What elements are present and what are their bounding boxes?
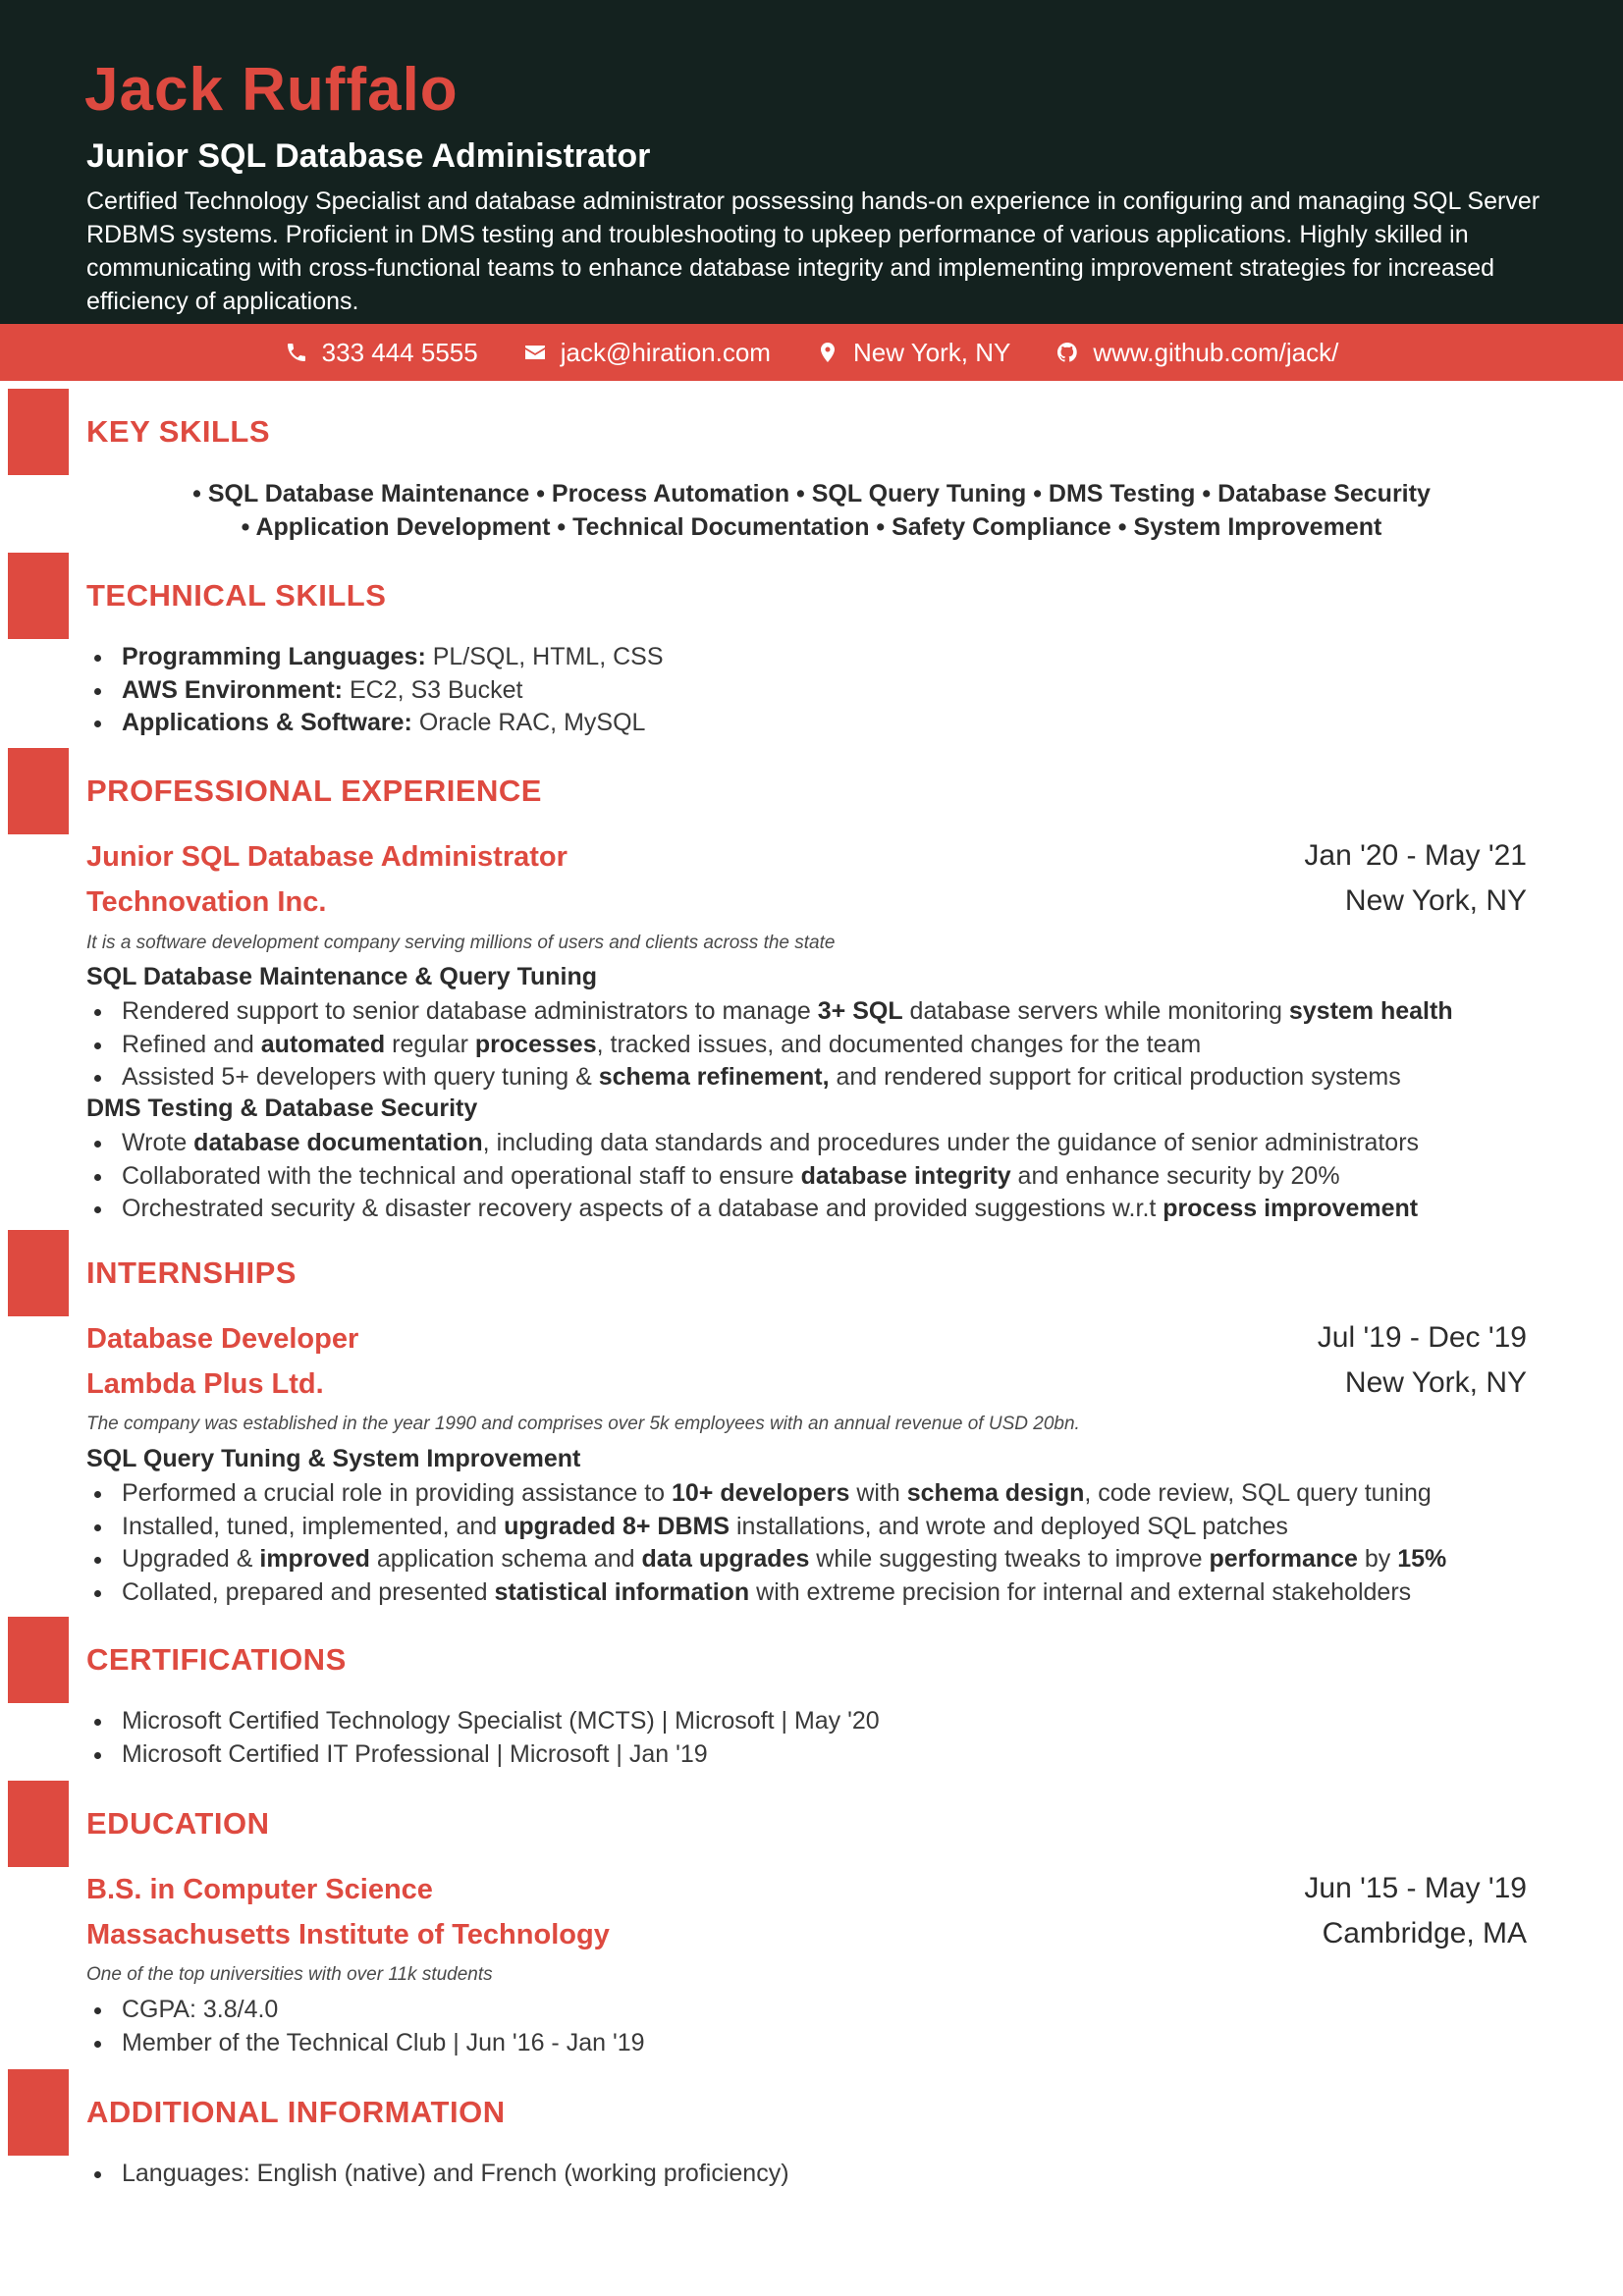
job-dates: Jan '20 - May '21: [1304, 839, 1527, 872]
key-skills-line-1: • SQL Database Maintenance • Process Automation • SQL Query Tuning • DMS Testing • Database Security: [192, 480, 1431, 507]
section-marker: [8, 1617, 69, 1703]
github-icon: [1055, 341, 1079, 364]
section-title: EDUCATION: [86, 1806, 270, 1841]
list-item: Microsoft Certified Technology Specialist (MCTS) | Microsoft | May '20: [86, 1705, 880, 1738]
additional-list: [86, 2158, 789, 2191]
internship-location: New York, NY: [1344, 1366, 1527, 1399]
section-marker: [8, 1781, 69, 1867]
company-description: It is a software development company serving millions of users and clients across the state: [86, 933, 836, 953]
responsibility-heading: SQL Database Maintenance & Query Tuning: [86, 963, 598, 990]
school-description: One of the top universities with over 11k students: [86, 1964, 493, 1985]
section-marker: [8, 2069, 69, 2156]
company-name: Technovation Inc.: [86, 886, 327, 918]
github-text[interactable]: www.github.com/jack/: [1093, 337, 1339, 367]
school-name: Massachusetts Institute of Technology: [86, 1919, 610, 1950]
list-item: Orchestrated security & disaster recovery aspects of a database and provided suggestions w.r.t process improvement: [86, 1193, 1419, 1226]
list-item: Collaborated with the technical and operational staff to ensure database integrity and enhance security by 20%: [86, 1160, 1419, 1194]
list-item: Wrote database documentation, including data standards and procedures under the guidance of senior administrators: [86, 1127, 1419, 1160]
list-item: Programming Languages: PL/SQL, HTML, CSS: [86, 641, 664, 674]
key-skills-line-2: • Application Development • Technical Documentation • Safety Compliance • System Improvement: [241, 513, 1382, 541]
education-location: Cambridge, MA: [1322, 1917, 1527, 1949]
internship-list: [86, 1477, 1446, 1609]
contact-location: [816, 338, 1010, 368]
responsibility-heading: SQL Query Tuning & System Improvement: [86, 1445, 581, 1472]
education-list: [86, 1994, 645, 2059]
email-text[interactable]: jack@hiration.com: [560, 337, 771, 367]
list-item: Microsoft Certified IT Professional | Microsoft | Jan '19: [86, 1738, 880, 1772]
contact-bar: [0, 324, 1623, 381]
list-item: Applications & Software: Oracle RAC, MySQL: [86, 707, 664, 740]
candidate-role: Junior SQL Database Administrator: [86, 137, 651, 175]
list-item: Collated, prepared and presented statistical information with extreme precision for internal and external stakeholders: [86, 1576, 1446, 1610]
section-title: KEY SKILLS: [86, 414, 271, 449]
section-title: ADDITIONAL INFORMATION: [86, 2095, 506, 2129]
job-location: New York, NY: [1344, 884, 1527, 917]
internship-company: Lambda Plus Ltd.: [86, 1368, 324, 1400]
list-item: Performed a crucial role in providing assistance to 10+ developers with schema design, code review, SQL query tuning: [86, 1477, 1446, 1511]
degree-title: B.S. in Computer Science: [86, 1874, 433, 1905]
phone-icon: [285, 341, 308, 364]
resume-header: [0, 0, 1623, 324]
job-title: Junior SQL Database Administrator: [86, 841, 568, 873]
list-item: Rendered support to senior database administrators to manage 3+ SQL database servers while monitoring system health: [86, 995, 1453, 1029]
technical-skills-list: [86, 641, 664, 740]
list-item: AWS Environment: EC2, S3 Bucket: [86, 674, 664, 708]
section-marker: [8, 1230, 69, 1316]
contact-github[interactable]: [1055, 338, 1338, 368]
section-title: INTERNSHIPS: [86, 1255, 297, 1290]
section-title: PROFESSIONAL EXPERIENCE: [86, 774, 542, 808]
section-marker: [8, 553, 69, 639]
internship-title: Database Developer: [86, 1323, 359, 1355]
list-item: CGPA: 3.8/4.0: [86, 1994, 645, 2027]
section-marker: [8, 748, 69, 834]
section-title: CERTIFICATIONS: [86, 1642, 347, 1677]
contact-email[interactable]: [523, 338, 771, 368]
responsibility-list: [86, 995, 1453, 1095]
profile-summary: Certified Technology Specialist and database administrator possessing hands-on experience in configuring and managing SQL Server RDBMS systems. Proficient in DMS testing and troubleshooting to upkeep performance of various applications. Highly skilled in communicating with cross-functional teams to enhance database integrity and implementing improvement strategies for increased efficiency of applications.: [86, 187, 1541, 315]
internship-dates: Jul '19 - Dec '19: [1317, 1321, 1527, 1354]
envelope-icon: [523, 341, 547, 364]
list-item: Installed, tuned, implemented, and upgraded 8+ DBMS installations, and wrote and deployed SQL patches: [86, 1511, 1446, 1544]
section-title: TECHNICAL SKILLS: [86, 578, 387, 613]
section-marker: [8, 389, 69, 475]
list-item: Member of the Technical Club | Jun '16 - Jan '19: [86, 2027, 645, 2060]
list-item: Refined and automated regular processes, tracked issues, and documented changes for the team: [86, 1029, 1453, 1062]
list-item: Assisted 5+ developers with query tuning & schema refinement, and rendered support for critical production systems: [86, 1061, 1453, 1095]
location-text: New York, NY: [852, 337, 1011, 367]
internship-company-description: The company was established in the year 1990 and comprises over 5k employees with an annual revenue of USD 20bn.: [86, 1414, 1080, 1434]
education-dates: Jun '15 - May '19: [1304, 1872, 1527, 1904]
phone-text: 333 444 5555: [321, 337, 478, 367]
candidate-name: Jack Ruffalo: [84, 56, 459, 124]
responsibility-heading: DMS Testing & Database Security: [86, 1095, 478, 1122]
list-item: Upgraded & improved application schema and data upgrades while suggesting tweaks to improve performance by 15%: [86, 1543, 1446, 1576]
map-pin-icon: [816, 341, 839, 364]
certifications-list: [86, 1705, 880, 1771]
contact-phone: [285, 338, 478, 368]
responsibility-list: [86, 1127, 1419, 1226]
list-item: Languages: English (native) and French (working proficiency): [86, 2158, 789, 2191]
